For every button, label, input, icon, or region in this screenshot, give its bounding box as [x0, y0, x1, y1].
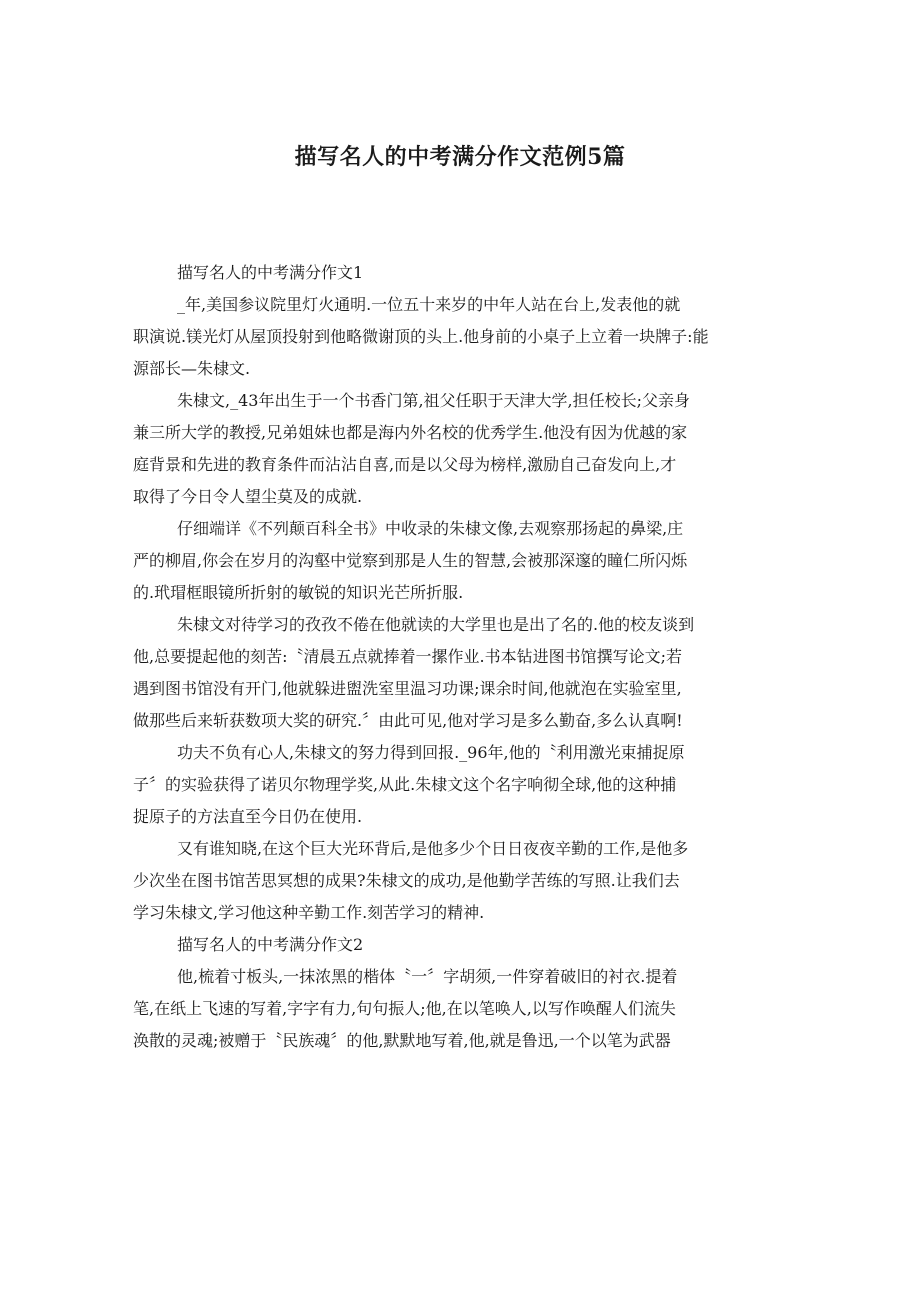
- text-line: 描写名人的中考满分作文1: [177, 263, 364, 282]
- text-line: 捉原子的方法直至今日仍在使用.: [133, 807, 363, 826]
- text-line: 庭背景和先进的教育条件而沾沾自喜,而是以父母为榜样,激励自己奋发向上,才: [133, 455, 677, 474]
- text-line: 学习朱棣文,学习他这种辛勤工作.刻苦学习的精神.: [133, 903, 485, 922]
- text-line: 严的柳眉,你会在岁月的沟壑中觉察到那是人生的智慧,会被那深邃的瞳仁所闪烁: [133, 551, 688, 570]
- text-line: 子〞的实验获得了诺贝尔物理学奖,从此.朱棣文这个名字响彻全球,他的这种捕: [133, 775, 677, 794]
- text-line: 的.玳瑁框眼镜所折射的敏锐的知识光芒所折服.: [133, 583, 464, 602]
- document-title: 描写名人的中考满分作文范例5篇: [294, 144, 626, 170]
- text-line: 源部长—朱棣文.: [133, 359, 251, 378]
- text-line: 少次坐在图书馆苦思冥想的成果?朱棣文的成功,是他勤学苦练的写照.让我们去: [133, 871, 680, 890]
- text-line: 做那些后来斩获数项大奖的研究.〞由此可见,他对学习是多么勤奋,多么认真啊!: [133, 711, 683, 730]
- text-line: 职演说.镁光灯从屋顶投射到他略微谢顶的头上.他身前的小桌子上立着一块牌子:能: [133, 327, 709, 346]
- text-line: 他,梳着寸板头,一抹浓黑的楷体〝一〞字胡须,一件穿着破旧的衬衣.提着: [177, 967, 678, 986]
- text-line: 涣散的灵魂;被赠于〝民族魂〞的他,默默地写着,他,就是鲁迅,一个以笔为武器: [133, 1031, 671, 1050]
- text-line: 仔细端详《不列颠百科全书》中收录的朱棣文像,去观察那扬起的鼻梁,庄: [177, 519, 684, 538]
- text-line: 笔,在纸上飞速的写着,字字有力,句句振人;他,在以笔唤人,以写作唤醒人们流失: [133, 999, 676, 1018]
- text-line: 取得了今日令人望尘莫及的成就.: [133, 487, 363, 506]
- text-line: _年,美国参议院里灯火通明.一位五十来岁的中年人站在台上,发表他的就: [177, 295, 681, 314]
- text-line: 朱棣文对待学习的孜孜不倦在他就读的大学里也是出了名的.他的校友谈到: [177, 615, 695, 634]
- text-line: 又有谁知晓,在这个巨大光环背后,是他多少个日日夜夜辛勤的工作,是他多: [177, 839, 689, 858]
- text-line: 功夫不负有心人,朱棣文的努力得到回报._96年,他的〝利用激光束捕捉原: [177, 743, 685, 762]
- text-line: 他,总要提起他的刻苦:〝清晨五点就捧着一摞作业.书本钻进图书馆撰写论文;若: [133, 647, 682, 666]
- text-line: 遇到图书馆没有开门,他就躲进盥洗室里温习功课;课余时间,他就泡在实验室里,: [133, 679, 682, 698]
- document-body: [133, 257, 793, 1057]
- text-line: 描写名人的中考满分作文2: [177, 935, 364, 954]
- text-line: 朱棣文,_43年出生于一个书香门第,祖父任职于天津大学,担任校长;父亲身: [177, 391, 691, 410]
- text-line: 兼三所大学的教授,兄弟姐妹也都是海内外名校的优秀学生.他没有因为优越的家: [133, 423, 688, 442]
